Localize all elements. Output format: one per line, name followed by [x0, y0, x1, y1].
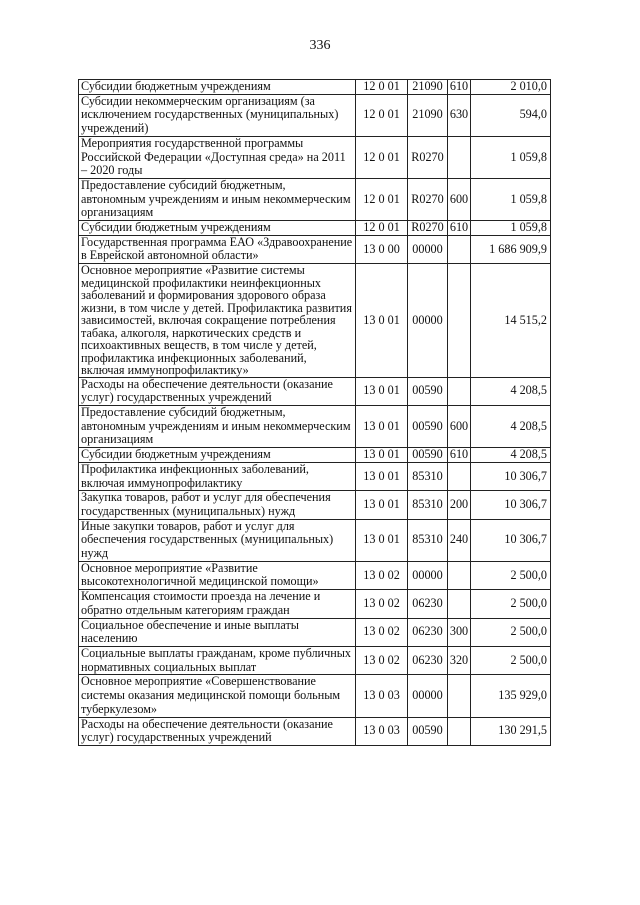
row-expense-code: R0270	[408, 136, 448, 178]
row-expense-code: 00000	[408, 235, 448, 263]
row-expense-code: 85310	[408, 519, 448, 561]
row-name: Субсидии некоммерческим организациям (за исключением государственных (муниципальных) учреждений)	[79, 94, 356, 136]
row-expense-type: 600	[448, 406, 471, 448]
row-expense-type: 610	[448, 80, 471, 95]
row-name: Предоставление субсидий бюджетным, автономным учреждениям и иным некоммерческим организациям	[79, 406, 356, 448]
row-section-code: 13 0 02	[356, 561, 408, 589]
row-amount: 2 500,0	[471, 618, 551, 646]
row-name: Основное мероприятие «Развитие системы медицинской профилактики неинфекционных заболеваний и формирования здорового образа жизни, в том числе у детей. Профилактика развития зависимостей, включая сокращение потребления табака, алкоголя, наркотических средств и психоактивных веществ, в том числе у детей, профилактика инфекционных заболеваний, включая иммунопрофилактику»	[79, 264, 356, 378]
table-row	[79, 221, 551, 236]
page-number: 336	[309, 38, 331, 53]
budget-table-body	[79, 80, 551, 746]
row-expense-code: R0270	[408, 178, 448, 220]
row-amount: 10 306,7	[471, 519, 551, 561]
table-row	[79, 448, 551, 463]
row-section-code: 13 0 01	[356, 491, 408, 519]
row-name: Социальные выплаты гражданам, кроме публичных нормативных социальных выплат	[79, 647, 356, 675]
table-row	[79, 94, 551, 136]
row-expense-type	[448, 264, 471, 378]
row-expense-type	[448, 377, 471, 405]
row-expense-type: 200	[448, 491, 471, 519]
row-name: Расходы на обеспечение деятельности (оказание услуг) государственных учреждений	[79, 717, 356, 745]
row-section-code: 13 0 01	[356, 406, 408, 448]
row-amount: 4 208,5	[471, 377, 551, 405]
row-expense-type: 320	[448, 647, 471, 675]
row-expense-type: 600	[448, 178, 471, 220]
row-expense-type	[448, 462, 471, 490]
row-name: Мероприятия государственной программы Российской Федерации «Доступная среда» на 2011 – 2020 годы	[79, 136, 356, 178]
row-amount: 2 500,0	[471, 647, 551, 675]
row-expense-code: 00590	[408, 377, 448, 405]
row-amount: 1 059,8	[471, 136, 551, 178]
row-section-code: 12 0 01	[356, 136, 408, 178]
row-section-code: 13 0 02	[356, 618, 408, 646]
row-name: Субсидии бюджетным учреждениям	[79, 221, 356, 236]
table-row	[79, 136, 551, 178]
row-expense-code: 00590	[408, 717, 448, 745]
row-section-code: 12 0 01	[356, 94, 408, 136]
row-amount: 2 500,0	[471, 590, 551, 618]
row-expense-type	[448, 235, 471, 263]
table-row	[79, 178, 551, 220]
row-amount: 135 929,0	[471, 675, 551, 717]
table-row	[79, 618, 551, 646]
row-amount: 10 306,7	[471, 491, 551, 519]
row-section-code: 12 0 01	[356, 221, 408, 236]
row-amount: 4 208,5	[471, 406, 551, 448]
row-expense-type	[448, 561, 471, 589]
table-row	[79, 491, 551, 519]
row-name: Предоставление субсидий бюджетным, автономным учреждениям и иным некоммерческим организациям	[79, 178, 356, 220]
row-expense-code: 21090	[408, 94, 448, 136]
row-amount: 2 010,0	[471, 80, 551, 95]
table-row	[79, 406, 551, 448]
row-expense-code: 06230	[408, 618, 448, 646]
table-row	[79, 675, 551, 717]
row-amount: 130 291,5	[471, 717, 551, 745]
budget-table	[78, 79, 551, 746]
table-row	[79, 80, 551, 95]
row-name: Закупка товаров, работ и услуг для обеспечения государственных (муниципальных) нужд	[79, 491, 356, 519]
row-expense-code: 85310	[408, 491, 448, 519]
row-section-code: 13 0 00	[356, 235, 408, 263]
table-row	[79, 561, 551, 589]
row-section-code: 13 0 02	[356, 590, 408, 618]
row-expense-type: 300	[448, 618, 471, 646]
table-row	[79, 235, 551, 263]
row-section-code: 13 0 01	[356, 377, 408, 405]
row-name: Основное мероприятие «Совершенствование системы оказания медицинской помощи больным туберкулезом»	[79, 675, 356, 717]
row-section-code: 13 0 01	[356, 519, 408, 561]
table-row	[79, 462, 551, 490]
row-expense-code: 00000	[408, 675, 448, 717]
table-row	[79, 264, 551, 378]
row-section-code: 13 0 01	[356, 264, 408, 378]
row-name: Компенсация стоимости проезда на лечение и обратно отдельным категориям граждан	[79, 590, 356, 618]
row-amount: 2 500,0	[471, 561, 551, 589]
row-amount: 10 306,7	[471, 462, 551, 490]
row-section-code: 13 0 01	[356, 462, 408, 490]
row-amount: 1 059,8	[471, 221, 551, 236]
row-name: Профилактика инфекционных заболеваний, включая иммунопрофилактику	[79, 462, 356, 490]
row-amount: 594,0	[471, 94, 551, 136]
row-name: Социальное обеспечение и иные выплаты населению	[79, 618, 356, 646]
row-section-code: 13 0 03	[356, 717, 408, 745]
row-expense-type	[448, 136, 471, 178]
row-name: Государственная программа ЕАО «Здравоохранение в Еврейской автономной области»	[79, 235, 356, 263]
row-expense-type	[448, 717, 471, 745]
row-name: Основное мероприятие «Развитие высокотехнологичной медицинской помощи»	[79, 561, 356, 589]
row-expense-code: 00000	[408, 561, 448, 589]
row-name: Иные закупки товаров, работ и услуг для обеспечения государственных (муниципальных) нужд	[79, 519, 356, 561]
row-amount: 14 515,2	[471, 264, 551, 378]
table-row	[79, 717, 551, 745]
row-expense-code: 00000	[408, 264, 448, 378]
table-row	[79, 590, 551, 618]
row-name: Субсидии бюджетным учреждениям	[79, 80, 356, 95]
row-expense-code: 06230	[408, 647, 448, 675]
row-expense-code: 00590	[408, 406, 448, 448]
row-amount: 1 059,8	[471, 178, 551, 220]
row-amount: 1 686 909,9	[471, 235, 551, 263]
row-expense-type: 240	[448, 519, 471, 561]
row-expense-type	[448, 590, 471, 618]
table-row	[79, 647, 551, 675]
row-section-code: 13 0 02	[356, 647, 408, 675]
row-section-code: 12 0 01	[356, 80, 408, 95]
row-expense-type: 610	[448, 221, 471, 236]
row-expense-code: 21090	[408, 80, 448, 95]
row-expense-code: 00590	[408, 448, 448, 463]
row-name: Субсидии бюджетным учреждениям	[79, 448, 356, 463]
row-section-code: 12 0 01	[356, 178, 408, 220]
table-row	[79, 377, 551, 405]
row-expense-code: R0270	[408, 221, 448, 236]
row-section-code: 13 0 03	[356, 675, 408, 717]
table-row	[79, 519, 551, 561]
row-expense-code: 85310	[408, 462, 448, 490]
row-expense-code: 06230	[408, 590, 448, 618]
row-expense-type: 610	[448, 448, 471, 463]
row-name: Расходы на обеспечение деятельности (оказание услуг) государственных учреждений	[79, 377, 356, 405]
row-expense-type: 630	[448, 94, 471, 136]
row-section-code: 13 0 01	[356, 448, 408, 463]
row-expense-type	[448, 675, 471, 717]
row-amount: 4 208,5	[471, 448, 551, 463]
